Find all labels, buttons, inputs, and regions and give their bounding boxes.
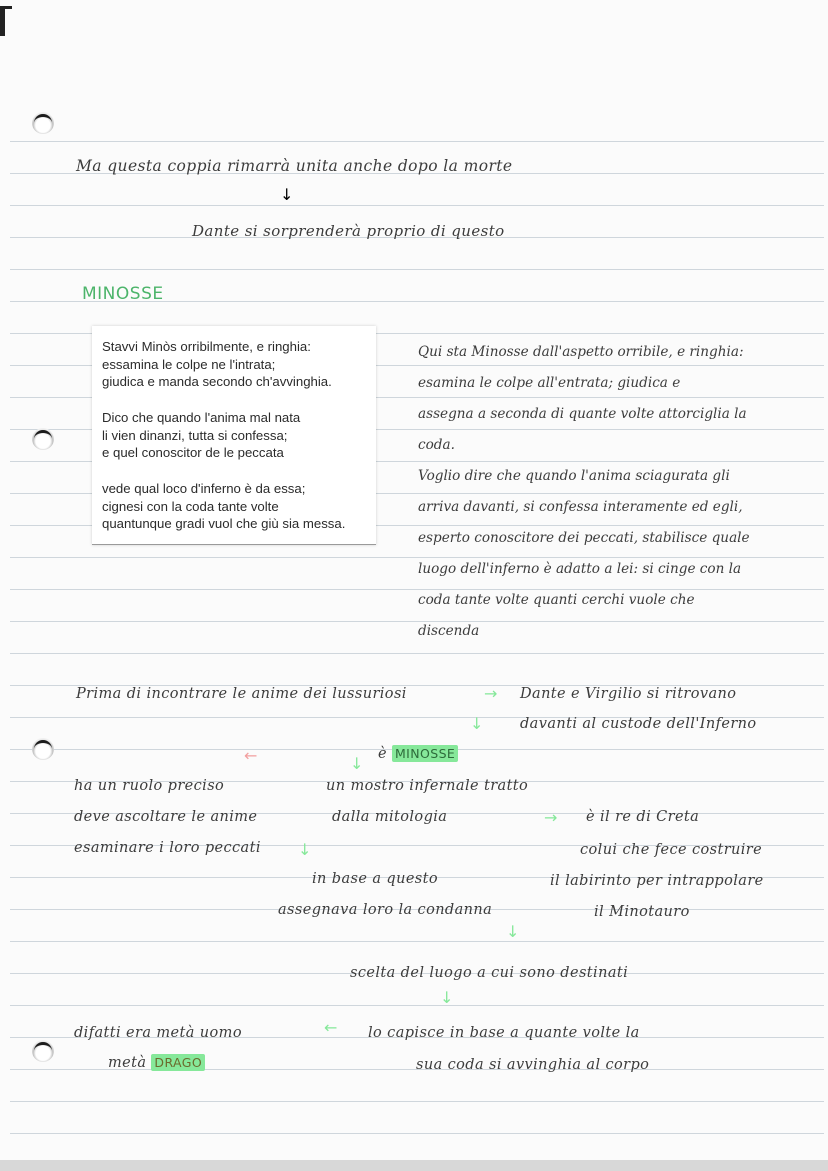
ruled-line: [10, 589, 824, 590]
verse-line: li vien dinanzi, tutta si confessa;: [102, 427, 288, 443]
verse-stanza-3: [102, 480, 374, 533]
paraphrase-line: esamina le colpe all'entrata; giudica e: [418, 375, 681, 391]
ruled-line: [10, 941, 824, 942]
right-arrow-icon: →: [544, 808, 558, 827]
right-arrow-icon: →: [484, 684, 498, 703]
verse-line: quantunque gradi vuol che giù sia messa.: [102, 516, 346, 532]
king-line-4: il Minotauro: [594, 904, 690, 920]
verse-line: cignesi con la coda tante volte: [102, 498, 279, 514]
down-arrow-icon: ↓: [280, 185, 294, 204]
ruled-line: [10, 1133, 824, 1134]
down-arrow-icon: ↓: [298, 840, 312, 859]
ruled-line: [10, 1005, 824, 1006]
binder-hole: [32, 1040, 54, 1062]
paraphrase-line: Voglio dire che quando l'anima sciagurata gli: [418, 468, 730, 484]
meet-line-1: Dante e Virgilio si ritrovano: [520, 686, 737, 702]
note-line-2: Dante si sorprenderà proprio di questo: [192, 222, 505, 240]
note-line-1: Ma questa coppia rimarrà unita anche dopo la morte: [76, 157, 513, 175]
minosse-highlight: MINOSSE: [392, 745, 458, 762]
verse-card: [92, 326, 376, 545]
verse-line: vede qual loco d'inferno è da essa;: [102, 481, 306, 496]
verse-stanza-1: [102, 338, 374, 391]
down-arrow-icon: ↓: [350, 754, 364, 773]
role-line-2: deve ascoltare le anime: [74, 809, 258, 825]
king-line-2: colui che fece costruire: [580, 842, 763, 858]
is-prefix: è: [378, 746, 387, 762]
tail-line-2: sua coda si avvinghia al corpo: [416, 1057, 650, 1073]
binder-hole: [32, 428, 54, 450]
meet-line-2: davanti al custode dell'Inferno: [520, 716, 757, 732]
base-line-1: in base a questo: [312, 871, 438, 887]
paraphrase-line: esperto conoscitore dei peccati, stabilisce quale: [418, 530, 750, 546]
ruled-line: [10, 141, 824, 142]
down-arrow-icon: ↓: [440, 988, 454, 1007]
page-corner-mark-vertical: [0, 6, 5, 36]
paraphrase-line: coda tante volte quanti cerchi vuole che: [418, 592, 695, 608]
paraphrase-line: discenda: [418, 623, 480, 639]
drago-highlight: DRAGO: [151, 1054, 205, 1071]
role-line-3: esaminare i loro peccati: [74, 840, 261, 856]
tail-line-1: lo capisce in base a quante volte la: [368, 1025, 640, 1041]
paraphrase-line: coda.: [418, 437, 455, 453]
binder-hole: [32, 112, 54, 134]
paraphrase-line: Qui sta Minosse dall'aspetto orribile, e ringhia:: [418, 344, 744, 360]
scan-edge: [0, 1160, 828, 1171]
ruled-line: [10, 1101, 824, 1102]
choice-line: scelta del luogo a cui sono destinati: [350, 965, 629, 981]
king-line-3: il labirinto per intrappolare: [550, 873, 764, 889]
verse-line: Dico che quando l'anima mal nata: [102, 410, 301, 425]
binder-hole: [32, 738, 54, 760]
paraphrase-line: assegna a seconda di quante volte attorciglia la: [418, 406, 747, 422]
verse-stanza-2: [102, 409, 374, 462]
king-line-1: è il re di Creta: [586, 809, 700, 825]
verse-line: essamina le colpe ne l'intrata;: [102, 356, 276, 372]
ruled-line: [10, 557, 824, 558]
ruled-line: [10, 269, 824, 270]
left-arrow-icon: ←: [244, 746, 258, 765]
half-line-1: difatti era metà uomo: [74, 1025, 242, 1041]
paraphrase-line: arriva davanti, si confessa interamente ed egli,: [418, 499, 743, 515]
section-title: MINOSSE: [82, 284, 164, 304]
paraphrase-line: luogo dell'inferno è adatto a lei: si cinge con la: [418, 561, 742, 577]
verse-line: Stavvi Minòs orribilmente, e ringhia:: [102, 339, 311, 354]
monster-line-2: dalla mitologia: [332, 809, 448, 825]
half-prefix: metà: [108, 1055, 147, 1071]
verse-line: giudica e manda secondo ch'avvinghia.: [102, 374, 332, 390]
ruled-line: [10, 621, 824, 622]
base-line-2: assegnava loro la condanna: [278, 902, 493, 918]
is-minosse: [378, 746, 458, 762]
intro-text: Prima di incontrare le anime dei lussuriosi: [76, 686, 407, 702]
monster-line-1: un mostro infernale tratto: [326, 778, 529, 794]
left-arrow-icon: ←: [324, 1018, 338, 1037]
down-left-arrow-icon: ↓: [470, 714, 484, 733]
ruled-line: [10, 653, 824, 654]
role-line-1: ha un ruolo preciso: [74, 778, 225, 794]
down-arrow-icon: ↓: [506, 922, 520, 941]
half-line-2: [108, 1055, 205, 1071]
verse-line: e quel conoscitor de le peccata: [102, 445, 284, 461]
ruled-line: [10, 205, 824, 206]
